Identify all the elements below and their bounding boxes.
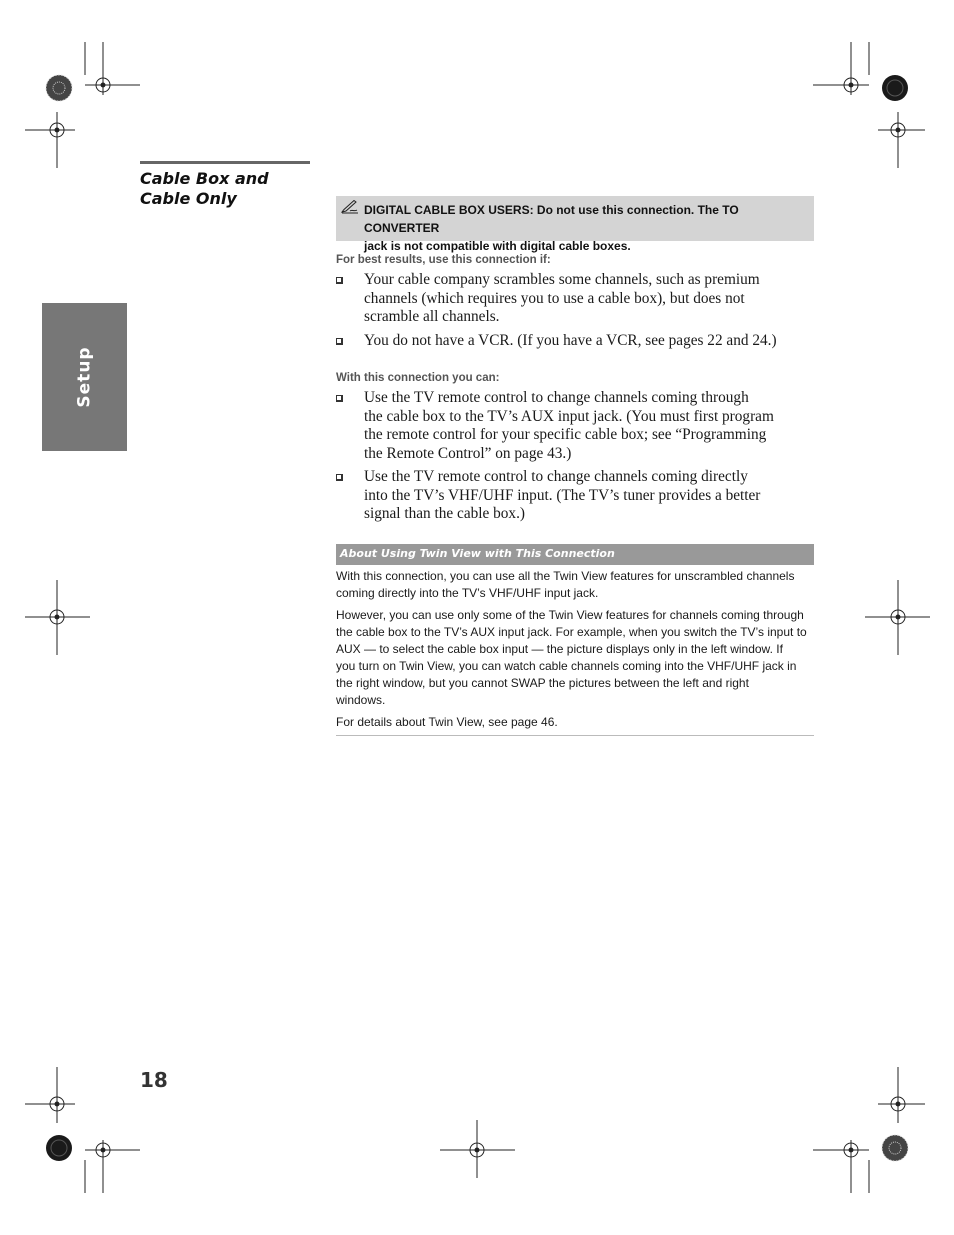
- paragraph-line: the cable box to the TV’s AUX input jack. For example, when you switch the TV’s input to: [336, 625, 807, 639]
- heading-rule: [140, 161, 310, 164]
- best-results-label: For best results, use this connection if:: [336, 254, 551, 266]
- list-item-line: Use the TV remote control to change channels coming through: [364, 389, 749, 406]
- list-item-line: signal than the cable box.): [364, 505, 525, 523]
- list-item-line: the cable box to the TV’s AUX input jack. (You must first program: [364, 407, 774, 425]
- section-end-rule: [336, 735, 814, 736]
- list-item-text: [364, 332, 816, 351]
- paragraph-line: coming directly into the TV’s VHF/UHF input jack.: [336, 586, 599, 600]
- page-number: 18: [140, 1068, 168, 1092]
- list-item-line: Use the TV remote control to change channels coming directly: [364, 468, 748, 485]
- note-line-2: jack is not compatible with digital cable boxes.: [364, 239, 631, 253]
- twin-view-paragraph-2: [336, 607, 814, 709]
- paragraph-line: However, you can use only some of the Twin View features for channels coming through: [336, 608, 804, 622]
- list-item-line: the remote control for your specific cable box; see “Programming: [364, 426, 767, 444]
- note-text: [364, 201, 809, 255]
- list-item-line: into the TV’s VHF/UHF input. (The TV’s tuner provides a better: [364, 486, 761, 504]
- paragraph-line: the right window, but you cannot SWAP the pictures between the left and right: [336, 676, 749, 690]
- list-item-line: the Remote Control” on page 43.): [364, 445, 572, 463]
- list-item-text: [364, 389, 816, 464]
- twin-view-paragraph-3: For details about Twin View, see page 46.: [336, 715, 558, 729]
- subsection-title: About Using Twin View with This Connection: [340, 547, 615, 560]
- paragraph-line: windows.: [336, 693, 386, 707]
- can-do-label: With this connection you can:: [336, 372, 500, 384]
- list-item-line: channels (which requires you to use a cable box), but does not: [364, 289, 745, 307]
- checkbox-bullet-icon: [336, 474, 343, 481]
- list-item-line: scramble all channels.: [364, 308, 500, 326]
- note-box: [336, 196, 814, 253]
- section-heading: [140, 169, 320, 209]
- section-side-tab: [42, 303, 127, 451]
- list-item-text: [364, 468, 816, 524]
- section-heading-line-2: Cable Only: [140, 189, 237, 208]
- pencil-note-icon: [341, 200, 359, 218]
- pencil-note-icon-graphic: [341, 200, 359, 214]
- list-item-text: [364, 271, 816, 327]
- side-tab-label: Setup: [74, 346, 95, 408]
- paragraph-line: you turn on Twin View, you can watch cable channels coming into the VHF/UHF jack in: [336, 659, 797, 673]
- list-item-line: You do not have a VCR. (If you have a VCR, see pages 22 and 24.): [364, 332, 777, 349]
- paragraph-line: With this connection, you can use all the Twin View features for unscrambled channels: [336, 569, 795, 583]
- note-line-1: DIGITAL CABLE BOX USERS: Do not use this connection. The TO CONVERTER: [364, 203, 739, 235]
- paragraph-line: AUX — to select the cable box input — the picture displays only in the left window. If: [336, 642, 783, 656]
- twin-view-paragraph-1: [336, 568, 814, 602]
- checkbox-bullet-icon: [336, 277, 343, 284]
- section-heading-line-1: Cable Box and: [140, 169, 269, 188]
- subsection-title-bar: [336, 544, 814, 565]
- side-tab-label-wrapper: [42, 303, 127, 451]
- list-item-line: Your cable company scrambles some channels, such as premium: [364, 271, 760, 288]
- checkbox-bullet-icon: [336, 338, 343, 345]
- checkbox-bullet-icon: [336, 395, 343, 402]
